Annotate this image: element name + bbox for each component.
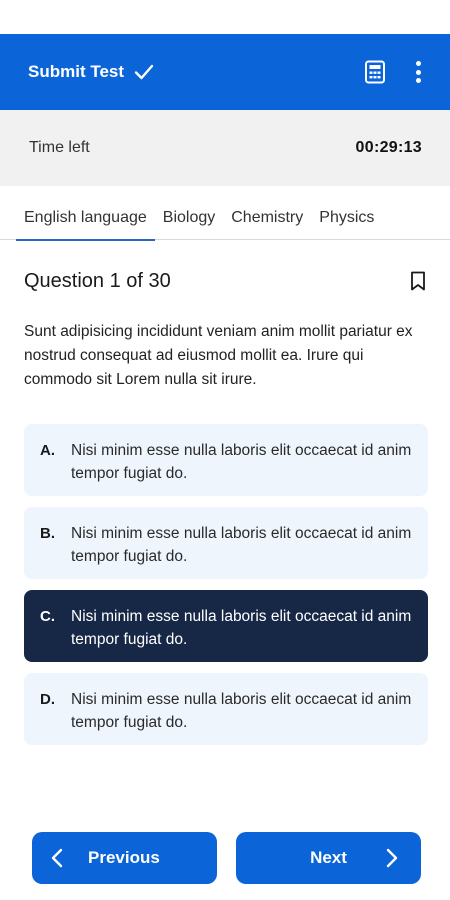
option-letter: C.: [40, 608, 55, 625]
timer-bar: [0, 110, 450, 186]
previous-button[interactable]: [32, 832, 217, 884]
tab-chemistry[interactable]: Chemistry: [231, 208, 304, 226]
question-text: Sunt adipisicing incididunt veniam anim mollit pariatur ex nostrud consequat ad eiusmod mollit ea. Irure qui commodo sit Lorem nulla sit irure.: [24, 323, 413, 388]
check-icon: [134, 64, 154, 80]
chevron-right-icon: [385, 848, 399, 868]
question-header: [24, 264, 426, 298]
more-vert-icon[interactable]: [414, 61, 422, 83]
option-letter: D.: [40, 691, 55, 708]
tab-english-language[interactable]: English language: [16, 196, 155, 240]
next-label: Next: [310, 848, 347, 867]
chevron-left-icon: [50, 848, 64, 868]
timer-label: Time left: [29, 139, 90, 156]
subject-tabs: [0, 196, 450, 240]
answer-options: [24, 424, 428, 756]
bookmark-icon[interactable]: [410, 271, 426, 291]
option-text: Nisi minim esse nulla laboris elit occaecat id anim tempor fugiat do.: [71, 691, 412, 731]
tab-biology[interactable]: Biology: [162, 208, 216, 226]
option-text: Nisi minim esse nulla laboris elit occaecat id anim tempor fugiat do.: [71, 608, 412, 648]
option-letter: A.: [40, 442, 55, 459]
option-a[interactable]: [24, 424, 428, 496]
submit-test-label: Submit Test: [28, 62, 125, 81]
submit-test-button[interactable]: [28, 62, 154, 82]
app-bar: [0, 34, 450, 110]
option-d[interactable]: [24, 673, 428, 745]
option-text: Nisi minim esse nulla laboris elit occaecat id anim tempor fugiat do.: [71, 442, 412, 482]
question-title: Question 1 of 30: [24, 269, 171, 292]
calculator-icon[interactable]: [364, 60, 386, 84]
option-letter: B.: [40, 525, 55, 542]
tab-physics[interactable]: Physics: [319, 208, 375, 226]
timer-value: 00:29:13: [355, 139, 422, 156]
option-text: Nisi minim esse nulla laboris elit occaecat id anim tempor fugiat do.: [71, 525, 412, 565]
next-button[interactable]: [236, 832, 421, 884]
option-c[interactable]: [24, 590, 428, 662]
previous-label: Previous: [88, 848, 160, 867]
option-b[interactable]: [24, 507, 428, 579]
